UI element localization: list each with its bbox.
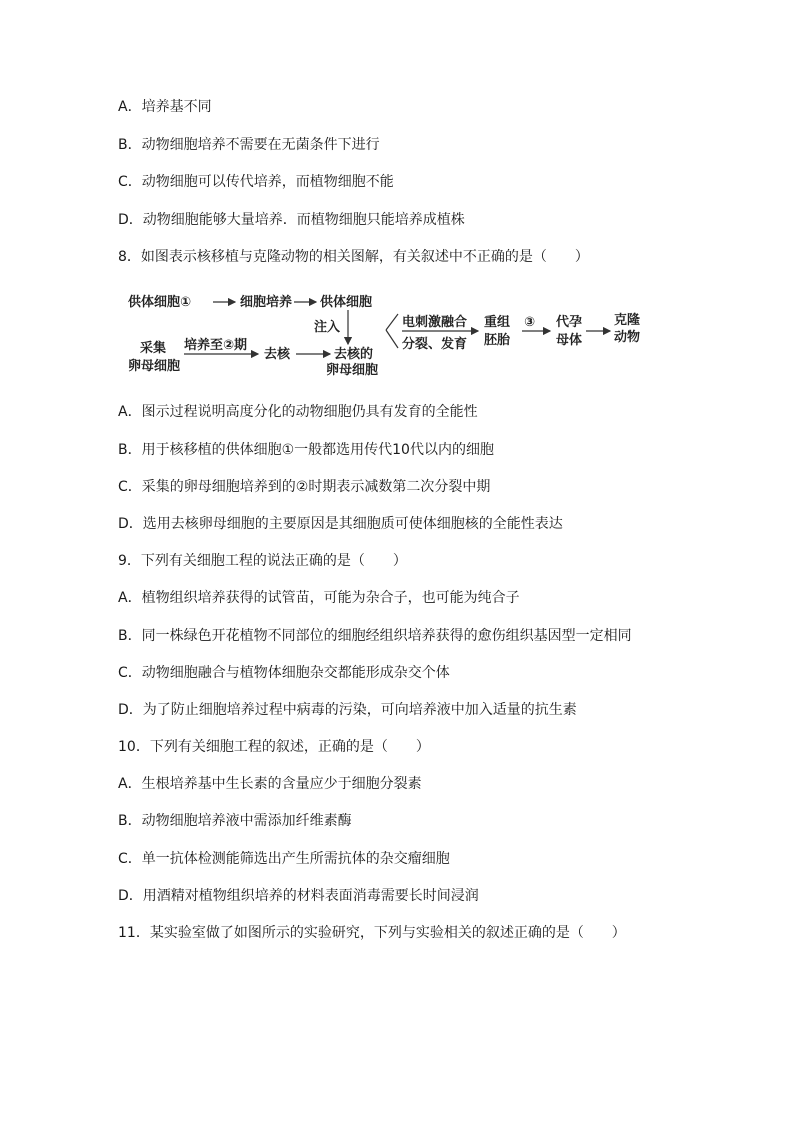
fusion-label-1: 电刺激融合 <box>402 315 468 330</box>
cell-culture-label: 细胞培养 <box>240 295 293 310</box>
donor-cell-label: 供体细胞① <box>128 295 192 310</box>
option-9c: C．动物细胞融合与植物体细胞杂交都能形成杂交个体 <box>118 665 450 681</box>
option-9b: B．同一株绿色开花植物不同部位的细胞经组织培养获得的愈伤组织基因型一定相同 <box>118 628 632 644</box>
surrogate-label-2: 母体 <box>556 333 583 348</box>
donor-cell-2-label: 供体细胞 <box>320 295 373 310</box>
option-7d: D．动物细胞能够大量培养．而植物细胞只能培养成植株 <box>118 212 465 228</box>
culture-to-label: 培养至②期 <box>184 338 248 353</box>
option-10d: D．用酒精对植物组织培养的材料表面消毒需要长时间浸润 <box>118 888 479 904</box>
oocyte-label: 卵母细胞 <box>128 359 181 374</box>
question-8: 8．如图表示核移植与克隆动物的相关图解，有关叙述中不正确的是（ ） <box>118 249 589 265</box>
option-10b: B．动物细胞培养液中需添加纤维素酶 <box>118 813 352 829</box>
question-10: 10．下列有关细胞工程的叙述，正确的是（ ） <box>118 739 430 755</box>
option-10c: C．单一抗体检测能筛选出产生所需抗体的杂交瘤细胞 <box>118 851 450 867</box>
option-8c: C．采集的卵母细胞培养到的②时期表示减数第二次分裂中期 <box>118 479 491 495</box>
option-8b: B．用于核移植的供体细胞①一般都选用传代10代以内的细胞 <box>118 442 494 458</box>
option-8a: A．图示过程说明高度分化的动物细胞仍具有发育的全能性 <box>118 404 478 420</box>
cloning-diagram <box>118 286 658 378</box>
option-9d: D．为了防止细胞培养过程中病毒的污染，可向培养液中加入适量的抗生素 <box>118 702 577 718</box>
inject-label: 注入 <box>314 320 341 335</box>
option-8d: D．选用去核卵母细胞的主要原因是其细胞质可使体细胞核的全能性表达 <box>118 516 563 532</box>
fusion-label-2: 分裂、发育 <box>402 337 468 352</box>
bracket-line <box>386 314 398 330</box>
collect-label: 采集 <box>140 341 167 356</box>
surrogate-label-1: 代孕 <box>556 315 583 330</box>
question-9: 9．下列有关细胞工程的说法正确的是（ ） <box>118 553 407 569</box>
option-7a: A．培养基不同 <box>118 99 212 115</box>
recomb-label-2: 胚胎 <box>484 333 511 348</box>
enucleated-label-2: 卵母细胞 <box>326 363 379 378</box>
bracket-line <box>386 330 398 348</box>
recomb-label-1: 重组 <box>484 315 511 330</box>
enucleated-label-1: 去核的 <box>334 347 374 362</box>
option-7b: B．动物细胞培养不需要在无菌条件下进行 <box>118 137 380 153</box>
option-9a: A．植物组织培养获得的试管苗，可能为杂合子，也可能为纯合子 <box>118 590 520 606</box>
option-7c: C．动物细胞可以传代培养，而植物细胞不能 <box>118 174 394 190</box>
option-10a: A．生根培养基中生长素的含量应少于细胞分裂素 <box>118 776 422 792</box>
enucleate-label: 去核 <box>264 347 291 362</box>
question-11: 11．某实验室做了如图所示的实验研究，下列与实验相关的叙述正确的是（ ） <box>118 925 626 941</box>
clone-label-1: 克隆 <box>614 313 641 328</box>
clone-label-2: 动物 <box>614 330 641 345</box>
step3-label: ③ <box>524 315 536 330</box>
